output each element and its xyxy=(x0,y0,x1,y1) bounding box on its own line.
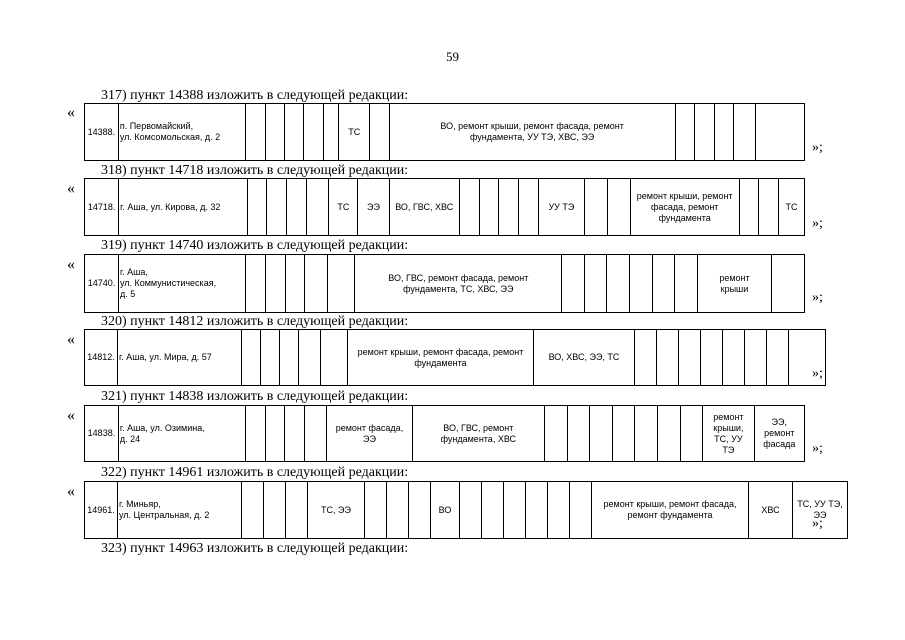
empty-cell xyxy=(652,255,675,313)
table-row-14812 xyxy=(84,329,826,386)
ee-cell xyxy=(754,406,804,462)
works-line: ВО, ГВС, ремонт фасада, ремонт xyxy=(388,272,529,283)
empty-cell xyxy=(305,255,328,313)
address-cell xyxy=(118,104,245,161)
facade-line: ремонт фасада, xyxy=(335,422,404,433)
empty-cell xyxy=(584,255,607,313)
ts-cell: ТС xyxy=(339,104,370,161)
empty-cell xyxy=(567,406,590,462)
empty-cell xyxy=(482,482,504,539)
empty-cell xyxy=(518,179,538,236)
row-number: 14740. xyxy=(85,255,119,313)
vo-cell: ВО xyxy=(431,482,460,539)
empty-cell xyxy=(285,406,305,462)
empty-cell xyxy=(585,179,608,236)
roof-line: фасада, ремонт xyxy=(650,202,719,212)
close-quote: »; xyxy=(812,290,823,305)
empty-cell xyxy=(714,104,733,161)
empty-cell xyxy=(608,179,631,236)
empty-cell xyxy=(499,179,519,236)
table-row-14740 xyxy=(84,254,805,313)
roof-line: ТС, УУ xyxy=(714,433,743,444)
address-line: г. Аша, ул. Кирова, д. 32 xyxy=(120,201,221,212)
empty-cell xyxy=(723,330,745,386)
empty-cell xyxy=(370,104,389,161)
facade-cell xyxy=(327,406,412,462)
empty-cell xyxy=(755,104,804,161)
open-quote: « xyxy=(67,104,75,121)
table-row-14388 xyxy=(84,103,805,161)
empty-cell xyxy=(479,179,499,236)
empty-cell xyxy=(266,255,286,313)
row-number: 14718. xyxy=(85,179,119,236)
roof-line: ТЭ xyxy=(722,444,735,455)
empty-cell xyxy=(265,104,284,161)
roof-cell xyxy=(630,179,739,236)
vo-cell: ВО, ХВС, ЭЭ, ТС xyxy=(534,330,635,386)
close-quote: »; xyxy=(812,140,823,155)
close-quote: »; xyxy=(812,441,823,456)
open-quote: « xyxy=(67,407,75,424)
works-line: ремонт крыши, ремонт фасада, ремонт xyxy=(357,346,524,357)
empty-cell xyxy=(759,179,779,236)
open-quote: « xyxy=(67,331,75,348)
roof-cell xyxy=(703,406,754,462)
works-line: ремонт крыши, ремонт фасада, xyxy=(603,499,737,509)
section-heading-317: 317) пункт 14388 изложить в следующей редакции: xyxy=(101,88,409,103)
empty-cell xyxy=(261,330,280,386)
empty-cell xyxy=(387,482,409,539)
empty-cell xyxy=(695,104,714,161)
empty-cell xyxy=(771,255,804,313)
works-line: ремонт фундамента xyxy=(627,510,713,520)
empty-cell xyxy=(321,330,348,386)
empty-cell xyxy=(459,179,479,236)
address-line: г. Аша, ул. Мира, д. 57 xyxy=(119,352,212,362)
ts-uu-line: ТС, УУ ТЭ, xyxy=(797,499,843,509)
facade-line: ЭЭ xyxy=(362,433,376,444)
works-line: фундамента xyxy=(414,357,467,368)
open-quote: « xyxy=(67,256,75,273)
section-heading-322: 322) пункт 14961 изложить в следующей редакции: xyxy=(101,465,409,480)
empty-cell xyxy=(612,406,635,462)
empty-cell xyxy=(526,482,548,539)
section-heading-318: 318) пункт 14718 изложить в следующей редакции: xyxy=(101,163,409,178)
empty-cell xyxy=(246,406,266,462)
ee-line: фасада xyxy=(763,439,796,449)
section-heading-320: 320) пункт 14812 изложить в следующей редакции: xyxy=(101,314,409,329)
empty-cell xyxy=(701,330,723,386)
ts-ee-cell: ТС, ЭЭ xyxy=(308,482,365,539)
empty-cell xyxy=(745,330,767,386)
works-cell xyxy=(389,104,675,161)
uute-cell: УУ ТЭ xyxy=(538,179,585,236)
roof-cell xyxy=(697,255,771,313)
empty-cell xyxy=(590,406,613,462)
empty-cell xyxy=(304,104,323,161)
close-quote: »; xyxy=(812,516,823,531)
empty-cell xyxy=(545,406,568,462)
address-line: ул. Центральная, д. 2 xyxy=(119,510,210,520)
empty-cell xyxy=(675,255,698,313)
empty-cell xyxy=(739,179,759,236)
empty-cell xyxy=(460,482,482,539)
hvs-cell: ХВС xyxy=(749,482,793,539)
empty-cell xyxy=(264,482,286,539)
address-line: д. 24 xyxy=(119,433,141,444)
empty-cell xyxy=(675,104,694,161)
close-quote: »; xyxy=(812,216,823,231)
open-quote: « xyxy=(67,483,75,500)
vo-line: ВО, ГВС, ремонт xyxy=(443,422,514,433)
empty-cell xyxy=(246,255,266,313)
empty-cell xyxy=(607,255,630,313)
roof-line: ремонт крыши, ремонт xyxy=(636,191,733,201)
empty-cell xyxy=(246,104,265,161)
roof-line: ремонт xyxy=(719,272,750,283)
row-number: 14838. xyxy=(85,406,119,462)
ee-line: ремонт xyxy=(764,428,795,438)
empty-cell xyxy=(327,255,355,313)
empty-cell xyxy=(635,330,657,386)
table-row-14718 xyxy=(84,178,805,236)
address-line: ул. Комсомольская, д. 2 xyxy=(119,132,221,142)
ee-line: ЭЭ, xyxy=(771,417,787,427)
empty-cell xyxy=(299,330,321,386)
ts-uu-line: ЭЭ xyxy=(813,510,827,520)
address-line: г. Аша, ул. Озимина, xyxy=(119,422,205,433)
page-number: 59 xyxy=(446,49,459,64)
works-line: ВО, ремонт крыши, ремонт фасада, ремонт xyxy=(440,121,624,131)
row-number: 14961. xyxy=(85,482,118,539)
table-row-14838 xyxy=(84,405,805,462)
empty-cell xyxy=(658,406,681,462)
empty-cell xyxy=(284,104,303,161)
empty-cell xyxy=(306,179,329,236)
empty-cell xyxy=(630,255,653,313)
works-line: фундамента, УУ ТЭ, ХВС, ЭЭ xyxy=(470,132,595,142)
section-heading-319: 319) пункт 14740 изложить в следующей редакции: xyxy=(101,238,409,253)
address-line: д. 5 xyxy=(119,289,136,299)
address-line: г. Аша, xyxy=(119,267,148,277)
section-heading-321: 321) пункт 14838 изложить в следующей редакции: xyxy=(101,389,409,404)
address-cell xyxy=(118,482,242,539)
empty-cell xyxy=(504,482,526,539)
ts-cell: ТС xyxy=(329,179,358,236)
address-line: п. Первомайский, xyxy=(119,121,194,131)
address-line: г. Миньяр, xyxy=(119,499,161,509)
address-cell xyxy=(118,406,245,462)
roof-line: фундамента xyxy=(658,213,711,223)
empty-cell xyxy=(767,330,789,386)
address-cell xyxy=(119,179,247,236)
empty-cell xyxy=(679,330,701,386)
empty-cell xyxy=(657,330,679,386)
empty-cell xyxy=(286,179,306,236)
empty-cell xyxy=(548,482,570,539)
address-cell xyxy=(118,255,246,313)
section-heading-323: 323) пункт 14963 изложить в следующей редакции: xyxy=(101,541,409,556)
empty-cell xyxy=(365,482,387,539)
empty-cell xyxy=(562,255,585,313)
empty-cell xyxy=(680,406,703,462)
vo-line: фундамента, ХВС xyxy=(440,433,517,444)
row-number: 14812. xyxy=(85,330,118,386)
empty-cell xyxy=(304,406,327,462)
empty-cell xyxy=(242,330,261,386)
ts-end-cell: ТС xyxy=(778,179,804,236)
empty-cell xyxy=(286,482,308,539)
empty-cell xyxy=(734,104,756,161)
empty-cell xyxy=(635,406,658,462)
empty-cell xyxy=(323,104,338,161)
works-cell xyxy=(592,482,749,539)
empty-cell xyxy=(242,482,264,539)
works-line: фундамента, ТС, ХВС, ЭЭ xyxy=(403,283,514,294)
table-row-14961 xyxy=(84,481,848,539)
address-cell xyxy=(118,330,242,386)
empty-cell xyxy=(285,255,305,313)
roof-line: крыши xyxy=(720,283,749,294)
row-number: 14388. xyxy=(85,104,119,161)
empty-cell xyxy=(265,406,285,462)
vo-cell xyxy=(412,406,544,462)
empty-cell xyxy=(247,179,267,236)
empty-cell xyxy=(570,482,592,539)
address-line: ул. Коммунистическая, xyxy=(119,278,217,288)
empty-cell xyxy=(280,330,299,386)
close-quote: »; xyxy=(812,366,823,381)
vo-cell: ВО, ГВС, ХВС xyxy=(389,179,459,236)
empty-cell xyxy=(267,179,287,236)
roof-line: крыши, xyxy=(713,422,744,433)
open-quote: « xyxy=(67,180,75,197)
ee-cell: ЭЭ xyxy=(358,179,389,236)
works-cell xyxy=(348,330,534,386)
roof-line: ремонт xyxy=(713,411,744,422)
empty-cell xyxy=(409,482,431,539)
works-cell xyxy=(355,255,562,313)
